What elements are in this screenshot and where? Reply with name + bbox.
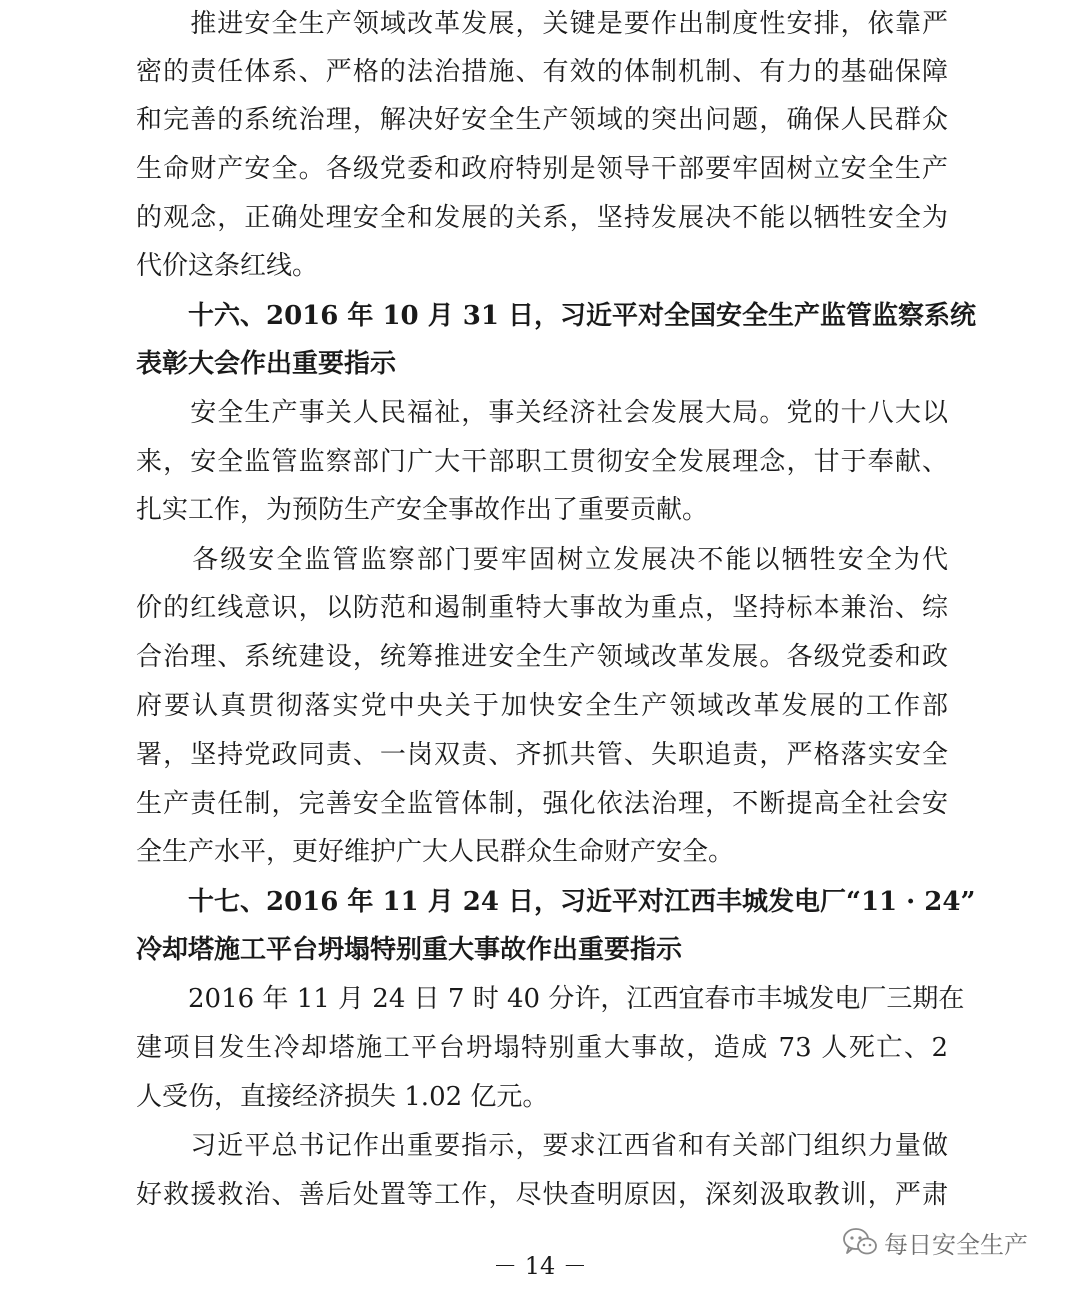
text-line: 各级安全监管监察部门要牢固树立发展决不能以牺牲安全为代 [136, 545, 948, 575]
section-heading-17-cont: 冷却塔施工平台坍塌特别重大事故作出重要指示 [136, 935, 683, 965]
text-line: 好救援救治、善后处置等工作，尽快查明原因，深刻汲取教训，严肃 [136, 1180, 948, 1210]
text-line: 生命财产安全。各级党委和政府特别是领导干部要牢固树立安全生产 [136, 154, 948, 184]
text-line: 价的红线意识，以防范和遏制重特大事故为重点，坚持标本兼治、综 [136, 593, 948, 623]
page-number: － 14 － [493, 1252, 587, 1280]
text-line: 代价这条红线。 [136, 251, 319, 281]
text-line: 密的责任体系、严格的法治措施、有效的体制机制、有力的基础保障 [136, 57, 948, 87]
text-line: 习近平总书记作出重要指示，要求江西省和有关部门组织力量做 [136, 1131, 948, 1161]
text-line: 全生产水平，更好维护广大人民群众生命财产安全。 [136, 837, 735, 867]
text-line: 的观念，正确处理安全和发展的关系，坚持发展决不能以牺牲安全为 [136, 203, 948, 233]
text-line: 署，坚持党政同责、一岗双责、齐抓共管、失职追责，严格落实安全 [136, 740, 948, 770]
watermark [842, 1224, 1028, 1260]
text-line: 推进安全生产领域改革发展，关键是要作出制度性安排，依靠严 [136, 9, 948, 39]
text-line: 2016 年 11 月 24 日 7 时 40 分许，江西宜春市丰城发电厂三期在 [136, 984, 965, 1014]
text-line: 安全生产事关人民福祉，事关经济社会发展大局。党的十八大以 [136, 398, 948, 428]
text-line: 建项目发生冷却塔施工平台坍塌特别重大事故，造成 73 人死亡、2 [136, 1033, 948, 1063]
section-heading-16-cont: 表彰大会作出重要指示 [136, 349, 397, 379]
watermark-label: 每日安全生产 [884, 1230, 1028, 1259]
text-line: 和完善的系统治理，解决好安全生产领域的突出问题，确保人民群众 [136, 105, 948, 135]
wechat-icon [842, 1227, 878, 1257]
text-line: 合治理、系统建设，统筹推进安全生产领域改革发展。各级党委和政 [136, 642, 948, 672]
text-line: 来，安全监管监察部门广大干部职工贯彻安全发展理念，甘于奉献、 [136, 447, 948, 477]
section-heading-17: 十七、2016 年 11 月 24 日，习近平对江西丰城发电厂“11 · 24” [136, 887, 976, 917]
section-heading-16: 十六、2016 年 10 月 31 日，习近平对全国安全生产监管监察系统 [136, 301, 976, 331]
text-line: 扎实工作，为预防生产安全事故作出了重要贡献。 [136, 495, 709, 525]
text-line: 府要认真贯彻落实党中央关于加快安全生产领域改革发展的工作部 [136, 691, 948, 721]
text-line: 生产责任制，完善安全监管体制，强化依法治理，不断提高全社会安 [136, 789, 948, 819]
text-line: 人受伤，直接经济损失 1.02 亿元。 [136, 1082, 549, 1112]
